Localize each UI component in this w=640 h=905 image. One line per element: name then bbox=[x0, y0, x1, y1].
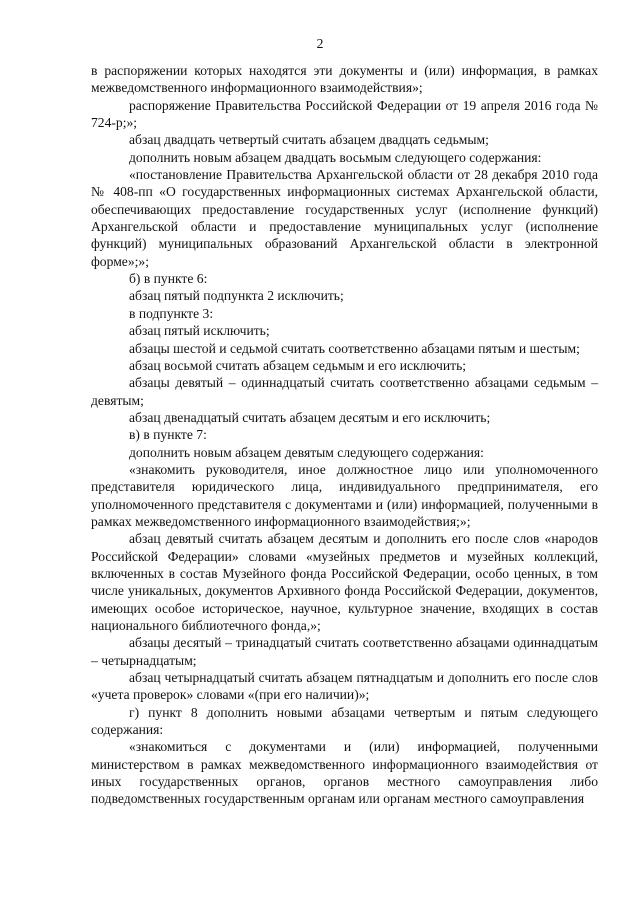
paragraph: абзац двадцать четвертый считать абзацем двадцать седьмым; bbox=[129, 132, 489, 148]
paragraph: абзацы девятый – одиннадцатый считать соответственно абзацами седьмым – девятым; bbox=[91, 375, 598, 408]
paragraph: абзац пятый исключить; bbox=[129, 323, 270, 339]
paragraph: в подпункте 3: bbox=[129, 305, 214, 321]
paragraph: абзацы шестой и седьмой считать соответственно абзацами пятым и шестым; bbox=[129, 340, 580, 356]
paragraph: в распоряжении которых находятся эти документы и (или) информация, в рамках межведомственного информационного взаимодействия»; bbox=[91, 63, 598, 96]
paragraph: г) пункт 8 дополнить новыми абзацами четвертым и пятым следующего содержания: bbox=[91, 704, 598, 738]
paragraph: в) в пункте 7: bbox=[129, 427, 207, 443]
paragraph: абзацы десятый – тринадцатый считать соответственно абзацами одиннадцатым – четырнадцатым; bbox=[91, 635, 598, 668]
paragraph: абзац двенадцатый считать абзацем десятым и его исключить; bbox=[129, 409, 491, 425]
paragraph: абзац восьмой считать абзацем седьмым и его исключить; bbox=[129, 357, 467, 373]
paragraph: «знакомиться с документами и (или) информацией, полученными министерством в рамках межведомственного информационного взаимодействия от иных государственных органов, органов местного самоуправления либо подведомственных государственным органам или органам местного самоуправления bbox=[91, 739, 598, 807]
paragraph: дополнить новым абзацем двадцать восьмым следующего содержания: bbox=[129, 149, 542, 165]
paragraph: «постановление Правительства Архангельской области от 28 декабря 2010 года № 408-пп «О государственных информационных системах Архангельской области, обеспечивающих предоставление государственных услуг (исполнение функций) Архангельской области и предоставление муниципальных услуг (исполнение функций) муниципальных образований Архангельской области в электронной форме»;»; bbox=[91, 167, 598, 269]
document-body bbox=[91, 62, 598, 808]
page-number: 2 bbox=[316, 36, 324, 51]
paragraph: «знакомить руководителя, иное должностное лицо или уполномоченного представителя юридического лица, индивидуального предпринимателя, его уполномоченного представителя с документами и (или) информацией, полученными в рамках межведомственного информационного взаимодействия;»; bbox=[91, 461, 598, 529]
paragraph: абзац четырнадцатый считать абзацем пятнадцатым и дополнить его после слов «учета проверок» словами «(при его наличии)»; bbox=[91, 670, 598, 703]
paragraph: распоряжение Правительства Российской Федерации от 19 апреля 2016 года № 724-р;»; bbox=[91, 97, 598, 131]
paragraph: абзац девятый считать абзацем десятым и дополнить его после слов «народов Российской Федерации» словами «музейных предметов и музейных коллекций, включенных в состав Музейного фонда Российской Федерации, особо ценных, в том числе уникальных, документов Архивного фонда Российской Федерации, документов, имеющих особое историческое, научное, культурное значение, входящих в состав национального библиотечного фонда,»; bbox=[91, 531, 598, 633]
paragraph: абзац пятый подпункта 2 исключить; bbox=[129, 288, 344, 304]
paragraph: дополнить новым абзацем девятым следующего содержания: bbox=[129, 444, 484, 460]
paragraph: б) в пункте 6: bbox=[129, 271, 208, 287]
